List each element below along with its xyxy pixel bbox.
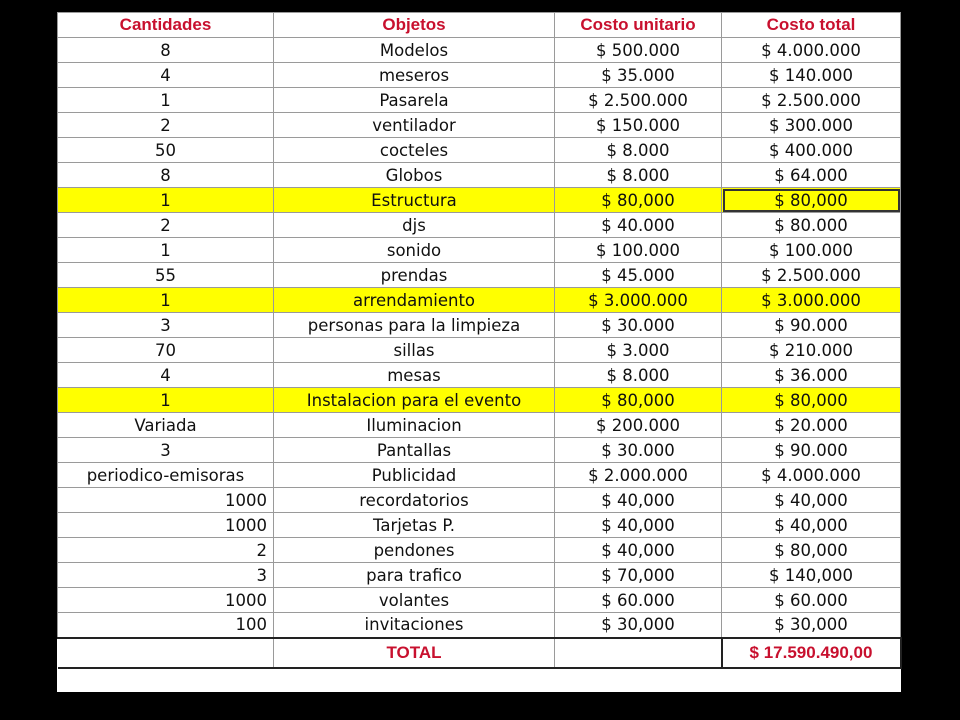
object-cell[interactable]: ventilador [274,113,555,138]
total-cost-cell[interactable]: $ 80.000 [722,213,901,238]
total-cost-cell[interactable]: $ 80,000 [722,538,901,563]
quantity-cell[interactable]: 2 [58,113,274,138]
object-cell[interactable]: mesas [274,363,555,388]
object-cell[interactable]: Pasarela [274,88,555,113]
object-cell[interactable]: cocteles [274,138,555,163]
total-empty-cell[interactable] [58,638,274,668]
quantity-cell[interactable]: 1 [58,188,274,213]
total-cost-cell[interactable]: $ 4.000.000 [722,38,901,63]
total-cost-cell[interactable]: $ 40,000 [722,488,901,513]
unit-cost-cell[interactable]: $ 30,000 [555,613,722,638]
table-row [58,163,901,188]
quantity-cell[interactable]: 1 [58,88,274,113]
unit-cost-cell[interactable]: $ 2.500.000 [555,88,722,113]
unit-cost-cell[interactable]: $ 45.000 [555,263,722,288]
unit-cost-cell[interactable]: $ 150.000 [555,113,722,138]
table-row [58,438,901,463]
unit-cost-cell[interactable]: $ 30.000 [555,313,722,338]
total-cost-cell[interactable]: $ 80,000 [722,388,901,413]
quantity-cell[interactable]: 1 [58,238,274,263]
cost-table [57,12,902,669]
object-cell[interactable]: djs [274,213,555,238]
unit-cost-cell[interactable]: $ 40,000 [555,513,722,538]
table-row [58,513,901,538]
unit-cost-cell[interactable]: $ 60.000 [555,588,722,613]
object-cell[interactable]: arrendamiento [274,288,555,313]
object-cell[interactable]: Instalacion para el evento [274,388,555,413]
object-cell[interactable]: sillas [274,338,555,363]
unit-cost-cell[interactable]: $ 100.000 [555,238,722,263]
object-cell[interactable]: volantes [274,588,555,613]
unit-cost-cell[interactable]: $ 8.000 [555,138,722,163]
quantity-cell[interactable]: 55 [58,263,274,288]
object-cell[interactable]: sonido [274,238,555,263]
total-cost-cell[interactable]: $ 30,000 [722,613,901,638]
quantity-cell[interactable]: 3 [58,563,274,588]
header-row [58,13,901,38]
unit-cost-cell[interactable]: $ 200.000 [555,413,722,438]
total-cost-cell[interactable]: $ 80,000 [722,188,901,213]
total-empty-cell[interactable] [555,638,722,668]
header-objetos[interactable]: Objetos [274,13,555,38]
unit-cost-cell[interactable]: $ 3.000 [555,338,722,363]
unit-cost-cell[interactable]: $ 30.000 [555,438,722,463]
unit-cost-cell[interactable]: $ 500.000 [555,38,722,63]
header-costo-unitario[interactable]: Costo unitario [555,13,722,38]
unit-cost-cell[interactable]: $ 2.000.000 [555,463,722,488]
unit-cost-cell[interactable]: $ 80,000 [555,188,722,213]
unit-cost-cell[interactable]: $ 8.000 [555,163,722,188]
unit-cost-cell[interactable]: $ 80,000 [555,388,722,413]
unit-cost-cell[interactable]: $ 40,000 [555,488,722,513]
total-cost-cell[interactable]: $ 4.000.000 [722,463,901,488]
total-cost-cell[interactable]: $ 64.000 [722,163,901,188]
table-row [58,313,901,338]
table-row [58,563,901,588]
object-cell[interactable]: Publicidad [274,463,555,488]
object-cell[interactable]: Modelos [274,38,555,63]
total-cost-cell[interactable]: $ 20.000 [722,413,901,438]
unit-cost-cell[interactable]: $ 70,000 [555,563,722,588]
table-row [58,38,901,63]
quantity-cell[interactable]: 50 [58,138,274,163]
unit-cost-cell[interactable]: $ 40,000 [555,538,722,563]
quantity-cell[interactable]: Variada [58,413,274,438]
total-cost-cell[interactable]: $ 2.500.000 [722,263,901,288]
table-row [58,288,901,313]
object-cell[interactable]: Pantallas [274,438,555,463]
object-cell[interactable]: Estructura [274,188,555,213]
object-cell[interactable]: Iluminacion [274,413,555,438]
quantity-cell[interactable]: 3 [58,313,274,338]
total-label[interactable]: TOTAL [274,638,555,668]
quantity-cell[interactable]: 8 [58,163,274,188]
quantity-cell[interactable]: 1 [58,388,274,413]
table-row [58,188,901,213]
total-cost-cell[interactable]: $ 90.000 [722,438,901,463]
header-cantidades[interactable]: Cantidades [58,13,274,38]
table-row [58,588,901,613]
quantity-cell[interactable]: 4 [58,363,274,388]
table-row [58,113,901,138]
object-cell[interactable]: personas para la limpieza [274,313,555,338]
total-cost-cell[interactable]: $ 2.500.000 [722,88,901,113]
total-cost-cell[interactable]: $ 36.000 [722,363,901,388]
total-cost-cell[interactable]: $ 60.000 [722,588,901,613]
table-row [58,338,901,363]
object-cell[interactable]: para trafico [274,563,555,588]
spreadsheet [57,12,901,692]
table-row [58,213,901,238]
unit-cost-cell[interactable]: $ 3.000.000 [555,288,722,313]
total-cost-cell[interactable]: $ 140.000 [722,63,901,88]
total-cost-cell[interactable]: $ 300.000 [722,113,901,138]
table-row [58,488,901,513]
unit-cost-cell[interactable]: $ 35.000 [555,63,722,88]
total-cost-cell[interactable]: $ 3.000.000 [722,288,901,313]
table-row [58,88,901,113]
table-row [58,613,901,638]
quantity-cell[interactable]: 4 [58,63,274,88]
quantity-cell[interactable]: 3 [58,438,274,463]
total-cost-cell[interactable]: $ 400.000 [722,138,901,163]
table-row [58,388,901,413]
object-cell[interactable]: invitaciones [274,613,555,638]
table-row [58,63,901,88]
object-cell[interactable]: Tarjetas P. [274,513,555,538]
table-row [58,538,901,563]
total-cost-cell[interactable]: $ 40,000 [722,513,901,538]
quantity-cell[interactable]: 1000 [58,488,274,513]
total-cost-cell[interactable]: $ 90.000 [722,313,901,338]
total-cost-cell[interactable]: $ 210.000 [722,338,901,363]
total-cost-cell[interactable]: $ 140,000 [722,563,901,588]
table-row [58,238,901,263]
unit-cost-cell[interactable]: $ 8.000 [555,363,722,388]
quantity-cell[interactable]: 1000 [58,513,274,538]
total-cost-cell[interactable]: $ 100.000 [722,238,901,263]
unit-cost-cell[interactable]: $ 40.000 [555,213,722,238]
table-row [58,363,901,388]
quantity-cell[interactable]: 8 [58,38,274,63]
object-cell[interactable]: recordatorios [274,488,555,513]
quantity-cell[interactable]: 1 [58,288,274,313]
total-row [58,638,901,668]
object-cell[interactable]: meseros [274,63,555,88]
quantity-cell[interactable]: 2 [58,213,274,238]
quantity-cell[interactable]: 100 [58,613,274,638]
header-costo-total[interactable]: Costo total [722,13,901,38]
object-cell[interactable]: pendones [274,538,555,563]
table-row [58,463,901,488]
quantity-cell[interactable]: periodico-emisoras [58,463,274,488]
object-cell[interactable]: Globos [274,163,555,188]
table-row [58,138,901,163]
table-row [58,263,901,288]
quantity-cell[interactable]: 2 [58,538,274,563]
table-row [58,413,901,438]
object-cell[interactable]: prendas [274,263,555,288]
quantity-cell[interactable]: 1000 [58,588,274,613]
total-value[interactable]: $ 17.590.490,00 [722,638,901,668]
quantity-cell[interactable]: 70 [58,338,274,363]
